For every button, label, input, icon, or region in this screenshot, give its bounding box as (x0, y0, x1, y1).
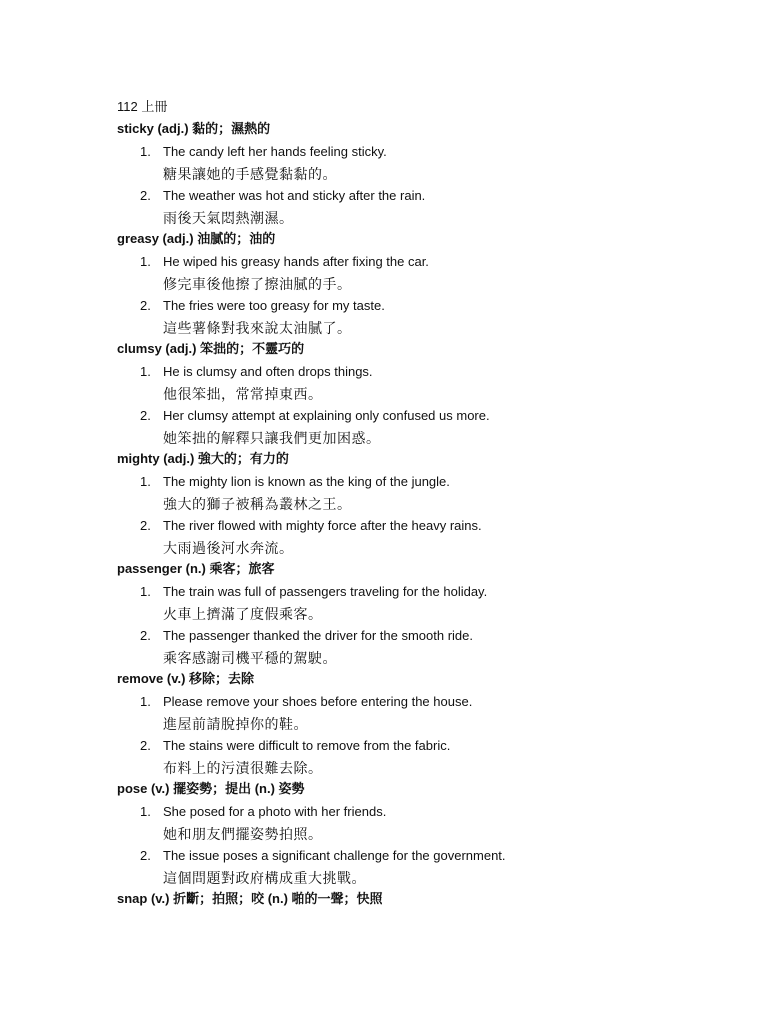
example-chinese: 修完車後他擦了擦油膩的手。 (163, 276, 352, 292)
example-number: 1. (140, 474, 151, 489)
example-number: 2. (140, 628, 151, 643)
example-chinese: 這些薯條對我來說太油膩了。 (163, 320, 352, 336)
example-number: 2. (140, 848, 151, 863)
example-number: 2. (140, 738, 151, 753)
vocab-term: passenger (n.) 乘客；旅客 (117, 561, 275, 576)
example-chinese: 她笨拙的解釋只讓我們更加困惑。 (163, 430, 381, 446)
example-chinese: 乘客感謝司機平穩的駕駛。 (163, 650, 337, 666)
example-item (117, 581, 737, 625)
example-item (117, 185, 737, 229)
example-item (117, 735, 737, 779)
vocab-term: greasy (adj.) 油膩的；油的 (117, 231, 276, 246)
example-item (117, 691, 737, 735)
example-chinese: 雨後天氣悶熱潮濕。 (163, 210, 294, 226)
example-english: The weather was hot and sticky after the rain. (163, 188, 426, 203)
example-number: 1. (140, 694, 151, 709)
example-item (117, 405, 737, 449)
example-chinese: 她和朋友們擺姿勢拍照。 (163, 826, 323, 842)
vocab-entry-remove (117, 669, 737, 779)
example-number: 2. (140, 518, 151, 533)
vocab-entry-clumsy (117, 339, 737, 449)
example-english: He is clumsy and often drops things. (163, 364, 373, 379)
example-item (117, 801, 737, 845)
example-english: The candy left her hands feeling sticky. (163, 144, 387, 159)
example-item (117, 471, 737, 515)
vocab-entry-greasy (117, 229, 737, 339)
example-number: 2. (140, 298, 151, 313)
example-english: Please remove your shoes before entering the house. (163, 694, 473, 709)
example-chinese: 糖果讓她的手感覺黏黏的。 (163, 166, 337, 182)
example-english: The stains were difficult to remove from the fabric. (163, 738, 451, 753)
example-item (117, 515, 737, 559)
example-item (117, 625, 737, 669)
page-header: 112 上冊 (117, 99, 168, 114)
example-item (117, 845, 737, 889)
example-number: 2. (140, 408, 151, 423)
vocab-term: mighty (adj.) 強大的；有力的 (117, 451, 289, 466)
example-english: The train was full of passengers traveling for the holiday. (163, 584, 488, 599)
example-item (117, 141, 737, 185)
vocab-entry-snap (117, 889, 737, 911)
vocab-entry-pose (117, 779, 737, 889)
example-number: 1. (140, 254, 151, 269)
example-english: The passenger thanked the driver for the smooth ride. (163, 628, 474, 643)
document-page (117, 97, 737, 911)
example-english: The river flowed with mighty force after the heavy rains. (163, 518, 482, 533)
example-english: She posed for a photo with her friends. (163, 804, 387, 819)
vocab-term: snap (v.) 折斷；拍照；咬 (n.) 啪的一聲；快照 (117, 891, 383, 906)
example-english: The issue poses a significant challenge for the government. (163, 848, 506, 863)
vocab-term: clumsy (adj.) 笨拙的；不靈巧的 (117, 341, 305, 356)
example-chinese: 大雨過後河水奔流。 (163, 540, 294, 556)
example-item (117, 295, 737, 339)
example-item (117, 361, 737, 405)
example-english: Her clumsy attempt at explaining only confused us more. (163, 408, 490, 423)
vocab-entry-sticky (117, 119, 737, 229)
example-chinese: 這個問題對政府構成重大挑戰。 (163, 870, 366, 886)
vocab-term: sticky (adj.) 黏的；濕熱的 (117, 121, 271, 136)
example-chinese: 強大的獅子被稱為叢林之王。 (163, 496, 352, 512)
example-number: 1. (140, 584, 151, 599)
vocab-entry-passenger (117, 559, 737, 669)
example-english: He wiped his greasy hands after fixing the car. (163, 254, 429, 269)
example-english: The fries were too greasy for my taste. (163, 298, 385, 313)
example-english: The mighty lion is known as the king of the jungle. (163, 474, 450, 489)
example-number: 1. (140, 364, 151, 379)
vocab-term: pose (v.) 擺姿勢；提出 (n.) 姿勢 (117, 781, 305, 796)
example-number: 1. (140, 804, 151, 819)
example-number: 2. (140, 188, 151, 203)
example-item (117, 251, 737, 295)
example-chinese: 進屋前請脫掉你的鞋。 (163, 716, 308, 732)
vocab-term: remove (v.) 移除；去除 (117, 671, 255, 686)
example-chinese: 火車上擠滿了度假乘客。 (163, 606, 323, 622)
example-chinese: 布料上的污漬很難去除。 (163, 760, 323, 776)
vocab-entry-mighty (117, 449, 737, 559)
example-number: 1. (140, 144, 151, 159)
example-chinese: 他很笨拙，常常掉東西。 (163, 386, 323, 402)
